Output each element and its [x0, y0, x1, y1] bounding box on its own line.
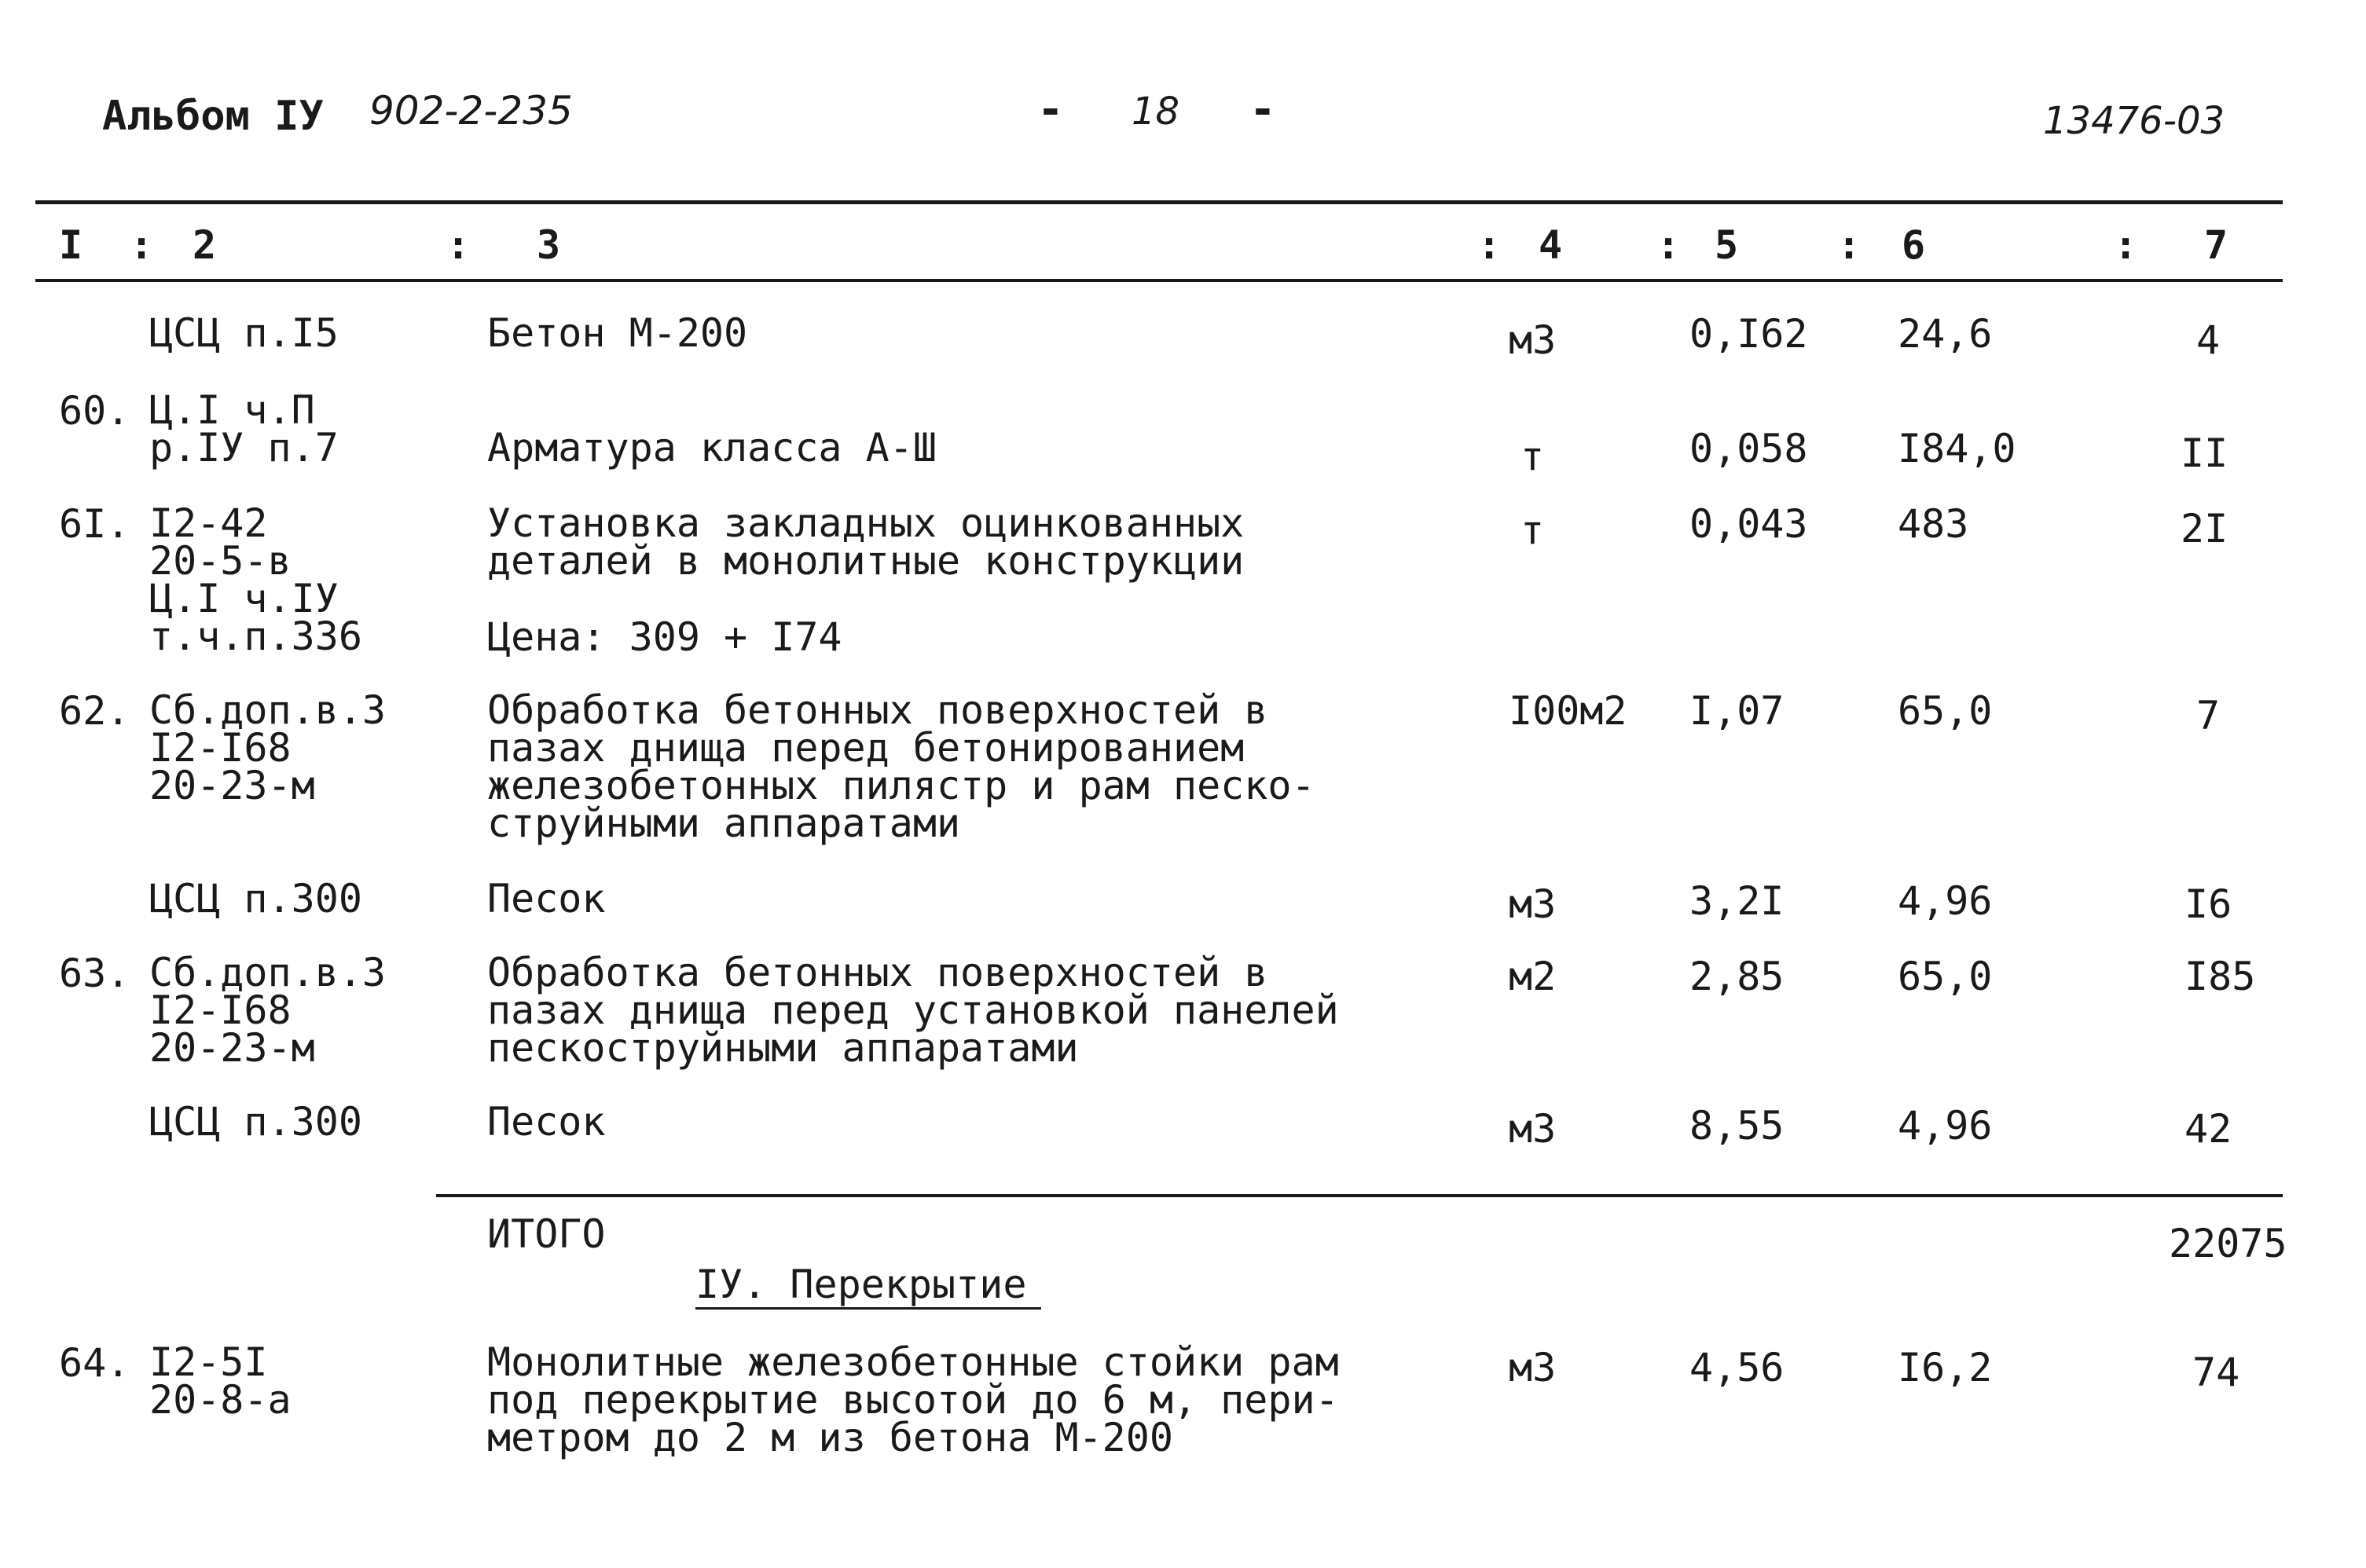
- col-7-label: 7: [2204, 222, 2228, 268]
- row-price: 24,6: [1898, 311, 1993, 357]
- row-quantity: 0,043: [1689, 501, 1808, 547]
- itogo-label: ИТОГО: [487, 1211, 606, 1257]
- total-rule: [436, 1194, 2283, 1197]
- row-price: 65,0: [1898, 688, 1993, 734]
- row-description: Обработка бетонных поверхностей в пазах днища перед установкой панелей пескоструйными аппаратами: [487, 950, 1339, 1071]
- col-6-label: 6: [1902, 222, 1926, 268]
- row-number: 64.: [59, 1340, 130, 1386]
- row-price: 4,96: [1898, 1103, 1993, 1149]
- header-rule: [35, 279, 2283, 282]
- row-quantity: 2,85: [1689, 954, 1785, 999]
- row-code: Сб.доп.в.3 I2-I68 20-23-м: [149, 687, 387, 808]
- section-title-underline: [695, 1307, 1041, 1310]
- row-description: Установка закладных оцинкованных деталей в монолитные конструкции: [487, 500, 1245, 584]
- row-quantity: 0,I62: [1689, 311, 1808, 357]
- row-total: 42: [2184, 1106, 2232, 1152]
- row-quantity: 3,2I: [1689, 878, 1785, 924]
- row-description: Бетон М-200: [487, 310, 748, 356]
- page-number: 18: [1132, 90, 1180, 134]
- row-code: ЦСЦ п.I5: [149, 310, 339, 356]
- album-label: Альбом IУ: [102, 93, 324, 140]
- row-description: Монолитные железобетонные стойки рам под перекрытие высотой до 6 м, пери- метром до 2 м из бетона М-200: [487, 1339, 1339, 1460]
- row-number: 62.: [59, 688, 130, 734]
- col-sep: :: [1656, 222, 1681, 268]
- row-code: ЦСЦ п.300: [149, 876, 362, 921]
- row-number: 63.: [59, 951, 130, 996]
- col-sep: :: [2114, 222, 2138, 268]
- row-total: I6: [2184, 881, 2232, 927]
- row-unit: м3: [1509, 1106, 1557, 1152]
- row-unit: I00м2: [1509, 688, 1627, 734]
- row-description: Песок: [487, 876, 606, 921]
- row-total: 4: [2196, 317, 2221, 363]
- col-1-label: I: [59, 222, 83, 268]
- row-code: ЦСЦ п.300: [149, 1099, 362, 1145]
- page-dash-left: -: [1037, 84, 1064, 135]
- row-total: 74: [2192, 1350, 2240, 1395]
- row-quantity: 4,56: [1689, 1345, 1785, 1390]
- row-code: I2-42 20-5-в Ц.I ч.IУ т.ч.п.336: [149, 500, 362, 659]
- row-price: 4,96: [1898, 878, 1993, 924]
- row-description: Арматура класса А-Ш: [487, 425, 937, 471]
- col-3-label: 3: [537, 222, 561, 268]
- col-sep: :: [130, 222, 154, 268]
- row-code: Ц.I ч.П р.IУ п.7: [149, 387, 339, 471]
- row-unit: т: [1520, 507, 1545, 553]
- row-unit: м3: [1509, 881, 1557, 927]
- row-price-note: Цена: 309 + I74: [487, 614, 842, 660]
- row-number: 6I.: [59, 501, 130, 547]
- row-unit: м2: [1509, 954, 1557, 999]
- row-code: Сб.доп.в.3 I2-I68 20-23-м: [149, 950, 387, 1071]
- row-price: I84,0: [1898, 426, 2016, 471]
- section-title: IУ. Перекрытие: [695, 1262, 1027, 1307]
- col-4-label: 4: [1539, 222, 1563, 268]
- row-price: 483: [1898, 501, 1969, 547]
- row-number: 60.: [59, 388, 130, 434]
- row-quantity: 8,55: [1689, 1103, 1785, 1149]
- row-code: I2-5I 20-8-а: [149, 1339, 292, 1423]
- col-sep: :: [1477, 222, 1502, 268]
- row-unit: м3: [1509, 1345, 1557, 1390]
- col-sep: :: [1837, 222, 1862, 268]
- row-total: I85: [2184, 954, 2256, 999]
- row-total: 7: [2196, 693, 2221, 738]
- col-sep: :: [446, 222, 471, 268]
- row-quantity: 0,058: [1689, 426, 1808, 471]
- row-quantity: I,07: [1689, 688, 1785, 734]
- col-5-label: 5: [1715, 222, 1739, 268]
- row-price: I6,2: [1898, 1345, 1993, 1390]
- row-price: 65,0: [1898, 954, 1993, 999]
- row-description: Обработка бетонных поверхностей в пазах днища перед бетонированием железобетонных пилястр и рам песко- струйными аппаратами: [487, 687, 1315, 846]
- document-code: 13476-03: [2043, 99, 2225, 143]
- row-unit: т: [1520, 434, 1545, 479]
- row-unit: м3: [1509, 317, 1557, 363]
- row-total: II: [2181, 430, 2228, 476]
- project-number: 902-2-235: [369, 88, 573, 134]
- row-description: Песок: [487, 1099, 606, 1145]
- row-total: 2I: [2181, 506, 2228, 551]
- col-2-label: 2: [193, 222, 217, 268]
- top-rule: [35, 200, 2283, 204]
- page-dash-right: -: [1249, 84, 1276, 135]
- itogo-value: 22075: [2169, 1221, 2287, 1266]
